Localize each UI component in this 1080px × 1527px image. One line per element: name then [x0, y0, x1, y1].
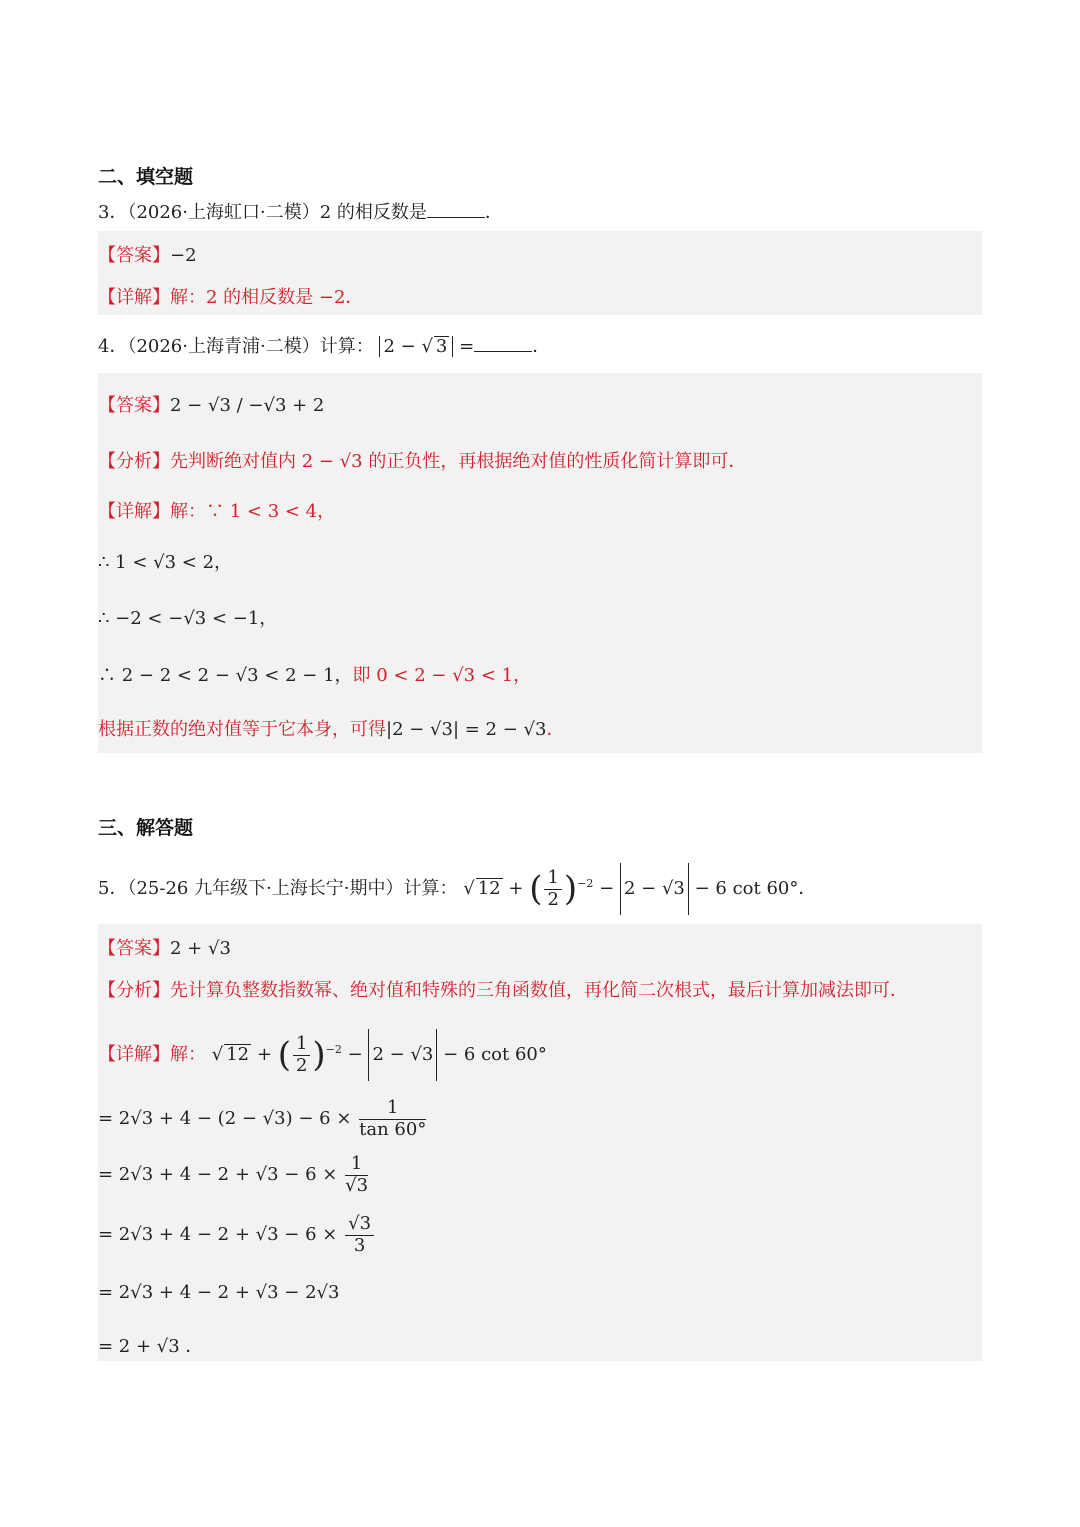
step-2 [98, 1154, 370, 1196]
expr-tail: − 6 cot 60° [694, 878, 799, 899]
right-paren: ) [563, 869, 578, 909]
minus-sign: − [599, 878, 615, 899]
analysis-text: 先判断绝对值内 2 − √3 的正负性，再根据绝对值的性质化简计算即可． [170, 451, 747, 472]
fraction [345, 1154, 368, 1196]
answer-box-q3 [98, 231, 982, 315]
question-4-suffix: ． [532, 336, 551, 357]
plus-sign: + [508, 878, 524, 899]
answer-box-q5 [98, 924, 982, 1361]
denominator: 2 [547, 888, 559, 910]
question-3-text: 3．（2026·上海虹口·二模）2 的相反数是 [98, 202, 427, 223]
denominator: √3 [345, 1174, 369, 1196]
answer-value: 2 + √3 [170, 938, 231, 959]
step-5: = 2 + √3 ． [98, 1336, 204, 1357]
minus-sign: − [347, 1044, 363, 1065]
denominator: 3 [353, 1234, 366, 1256]
absolute-value-expr [379, 336, 453, 357]
detail-end: ． [546, 719, 565, 740]
detail-line [98, 283, 363, 309]
detail-line-4 [98, 661, 531, 687]
analysis-line [98, 447, 746, 473]
denominator: 2 [295, 1054, 308, 1076]
question-5-text: 5．（25-26 九年级下·上海长宁·期中）计算： [98, 878, 458, 899]
answer-line [98, 391, 324, 417]
detail-text: 解：2 的相反数是 −2． [170, 287, 364, 308]
exponent: −2 [577, 877, 594, 890]
section-title-fill-blank: 二、填空题 [98, 166, 194, 188]
numerator: 1 [544, 868, 561, 890]
radicand: 3 [435, 336, 448, 357]
numerator: √3 [345, 1214, 374, 1236]
radicand: 12 [477, 878, 501, 899]
answer-line [98, 934, 231, 960]
detail-label: 【详解】 [98, 501, 170, 522]
analysis-label: 【分析】 [98, 980, 170, 1001]
answer-value: −2 [170, 245, 197, 266]
question-5-suffix: ． [798, 878, 817, 899]
detail-line-5 [98, 715, 564, 741]
absolute-value-expr: 2 − √3 [620, 863, 689, 915]
expr-tail: − 6 cot 60° [443, 1044, 547, 1065]
expr-part: 2 − [383, 336, 416, 357]
section-title-solve: 三、解答题 [98, 817, 194, 839]
step-text: = 2√3 + 4 − 2 + √3 − 6 × [98, 1164, 338, 1186]
absolute-value-expr: 2 − √3 [368, 1029, 437, 1081]
question-3-suffix: ． [484, 202, 503, 223]
detail-label: 【详解】 [98, 287, 170, 308]
left-paren: ( [277, 1035, 291, 1075]
fraction-half [293, 1034, 310, 1076]
step-text: = 2√3 + 4 − 2 + √3 − 6 × [98, 1224, 338, 1246]
question-3 [98, 198, 503, 224]
numerator: 1 [345, 1154, 368, 1176]
detail-text-red: 根据正数的绝对值等于它本身，可得 [98, 719, 386, 740]
step-3 [98, 1214, 376, 1256]
numerator: 1 [293, 1034, 310, 1056]
detail-text: ∴ 2 − 2 < 2 − √3 < 2 − 1， [98, 665, 353, 686]
answer-label: 【答案】 [98, 938, 170, 959]
detail-text: 解：∵ 1 < 3 < 4， [170, 501, 336, 522]
detail-label: 【详解】 [98, 1044, 170, 1065]
fraction [345, 1214, 374, 1256]
answer-value: 2 − √3 / −√3 + 2 [170, 395, 325, 416]
radicand: 12 [226, 1044, 250, 1065]
answer-blank [427, 199, 485, 218]
sqrt-symbol [463, 878, 474, 899]
answer-box-q4 [98, 373, 982, 753]
analysis-label: 【分析】 [98, 451, 170, 472]
step-4: = 2√3 + 4 − 2 + √3 − 2√3 [98, 1282, 340, 1303]
question-4 [98, 332, 550, 358]
answer-label: 【答案】 [98, 395, 170, 416]
equals-sign: = [459, 336, 475, 357]
fraction-half [544, 868, 561, 910]
question-5 [98, 858, 816, 910]
step-text: = 2√3 + 4 − (2 − √3) − 6 × [98, 1108, 352, 1130]
detail-line [98, 1024, 547, 1076]
question-4-text: 4．（2026·上海青浦·二模）计算： [98, 336, 374, 357]
detail-text-red: 即 0 < 2 − √3 < 1， [352, 665, 532, 686]
sqrt-symbol [421, 336, 432, 357]
answer-label: 【答案】 [98, 245, 170, 266]
denominator: tan 60° [359, 1118, 427, 1140]
fraction [359, 1098, 426, 1140]
step-1 [98, 1098, 428, 1140]
analysis-line [98, 976, 908, 1002]
sqrt-symbol [212, 1044, 223, 1065]
detail-line-2: ∴ 1 < √3 < 2， [98, 552, 233, 573]
right-paren: ) [312, 1035, 326, 1075]
answer-blank [474, 333, 532, 352]
answer-line [98, 241, 197, 267]
plus-sign: + [256, 1044, 272, 1065]
detail-line-3: ∴ −2 < −√3 < −1， [98, 608, 278, 629]
analysis-text: 先计算负整数指数幂、绝对值和特殊的三角函数值，再化简二次根式，最后计算加减法即可． [170, 980, 908, 1001]
detail-intro: 解： [170, 1044, 206, 1065]
exponent: −2 [325, 1043, 342, 1056]
left-paren: ( [529, 869, 543, 909]
detail-line-1 [98, 497, 335, 523]
detail-expr: |2 − √3| = 2 − √3 [386, 719, 547, 740]
numerator: 1 [359, 1098, 426, 1120]
